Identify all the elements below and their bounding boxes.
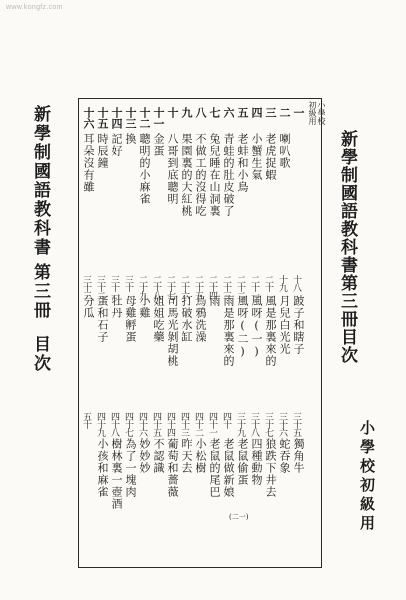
lesson-num: 十四 [110,107,123,129]
lesson-num: 十八 [291,275,301,291]
page-mark: (二一) [229,513,249,521]
lesson-num: 二十七 [165,275,175,299]
lesson-title: 月兒白光光 [278,295,291,355]
lesson-title: 牡丹 [110,295,123,319]
lesson-title: 風呀(二) [236,295,249,359]
lesson-num: 三十三 [81,275,91,299]
lesson-title: 不認識 [152,438,165,474]
margin-book-title: 新學制國語教科書 [30,105,50,257]
lesson-num: 三十一 [109,275,119,299]
lesson-num: 十六 [82,107,95,129]
lesson-title: 姐姐吃藥 [152,295,165,343]
course-line-2: 初級用 [308,101,317,125]
lesson-num: 二十二 [235,275,245,299]
lesson-num: 四十九 [95,412,105,436]
lesson-num: 一 [292,107,305,118]
lesson-num: 三十八 [249,412,259,436]
lesson-num: 二十九 [137,275,147,299]
lesson-title: 老虎捉蝦 [264,133,277,181]
lesson-title: 樹林裏一壺酒 [110,438,123,510]
lesson-num: 六 [222,107,235,118]
lesson-num: 三十 [123,275,133,291]
watermark: www.kongfz.com [6,4,63,11]
lesson-num: 四 [250,107,263,118]
margin-volume: 第三冊 [30,263,50,320]
lesson-title: 金蛋 [152,133,165,157]
lesson-num: 四十六 [137,412,147,436]
lesson-num: 十 [166,107,179,118]
lesson-num: 十五 [96,107,109,129]
lesson-title: 風是那裏來的 [264,295,277,367]
lesson-title: 喇叭歌 [278,133,291,169]
lesson-title: 時辰鐘 [96,133,109,169]
lesson-num: 三 [264,107,277,118]
lesson-title: 蛋和石子 [96,295,109,343]
lesson-num: 三十七 [263,412,273,436]
lesson-num: 四十 [221,412,231,428]
lesson-title: 雨是那裏來的 [222,295,235,367]
right-column-label: 小學校初級用 [358,420,376,534]
lesson-num: 十九 [277,275,287,291]
lesson-num: 五十 [81,412,91,428]
lesson-title: 風呀(一) [250,295,263,359]
lesson-num: 三十二 [95,275,105,299]
lesson-num: 三十九 [235,412,245,436]
lesson-title: 小蟹生氣 [250,133,263,181]
lesson-title: 八哥到底聰明 [166,133,179,205]
lesson-num: 二十一 [249,275,259,299]
lesson-num: 二十三 [221,275,231,299]
lesson-num: 四十四 [165,412,175,436]
lesson-title: 妙妙妙 [138,438,151,474]
frame-rule-top [78,98,321,99]
lesson-title: 分瓜 [82,295,95,319]
lesson-num: 二十五 [193,275,203,299]
lesson-title: 記好 [110,133,123,157]
lesson-num: 四十一 [207,412,217,436]
lesson-title: 跛子和瞎子 [292,295,305,355]
lesson-title: 聰明的小麻雀 [138,133,151,205]
lesson-title: 葡萄和薔薇 [166,438,179,498]
lesson-num: 四十五 [151,412,161,436]
lesson-title: 不做工的沒得吃 [194,133,207,217]
course-line-1: 小學校 [317,101,326,125]
lesson-title: 為了一塊肉 [124,438,137,498]
lesson-title: 雨 [208,295,221,307]
lesson-title: 獨角牛 [292,438,305,474]
lesson-title: 蛇吞象 [278,438,291,474]
lesson-num: 二十 [263,275,273,291]
lesson-title: 司馬光剝胡桃 [166,295,179,367]
lesson-title: 換 [124,133,137,145]
lesson-num: 四十二 [193,412,203,436]
lesson-num: 四十三 [179,412,189,436]
lesson-num: 九 [180,107,193,118]
margin-section: 目次 [30,335,50,373]
lesson-title: 小雞 [138,295,151,319]
lesson-num: 四十八 [109,412,119,436]
lesson-num: 五 [236,107,249,118]
lesson-num: 三十六 [277,412,287,436]
frame-rule-bottom [78,567,321,568]
lesson-title: 果園裏的大紅桃 [180,133,193,217]
lesson-num: 三十五 [291,412,301,436]
lesson-num: 八 [194,107,207,118]
lesson-title: 兔兒睡在山洞裏 [208,133,221,217]
lesson-title: 昨天去 [180,438,193,474]
lesson-title: 青蛙的肚皮破了 [222,133,235,217]
lesson-title: 耳朵沒有雖 [82,133,95,193]
lesson-num: 四十七 [123,412,133,436]
page-title: 新學制國語教科書第三冊目次 [337,130,357,364]
lesson-title: 老鼠偷蛋 [236,438,249,486]
lesson-title: 烏鴉洗澡 [194,295,207,343]
lesson-num: 二十八 [151,275,161,299]
lesson-title: 四種動物 [250,438,263,486]
lesson-num: 二十六 [179,275,189,299]
lesson-title: 狼跌下井去 [264,438,277,498]
frame-rule-right [321,98,322,568]
lesson-title: 老蚌和小鳥 [236,133,249,193]
lesson-num: 十二 [138,107,151,129]
lesson-title: 小松樹 [194,438,207,474]
lesson-title: 母雞孵蛋 [124,295,137,343]
lesson-title: 小孩和麻雀 [96,438,109,498]
lesson-num: 二 [278,107,291,118]
lesson-title: 打破水缸 [180,295,193,343]
lesson-num: 七 [208,107,221,118]
lesson-num: 十一 [152,107,165,129]
lesson-title: 老鼠的尾巴 [208,438,221,498]
lesson-num: 二十四 [207,275,217,299]
lesson-num: 十三 [124,107,137,129]
lesson-title: 老鼠做新娘 [222,438,235,498]
